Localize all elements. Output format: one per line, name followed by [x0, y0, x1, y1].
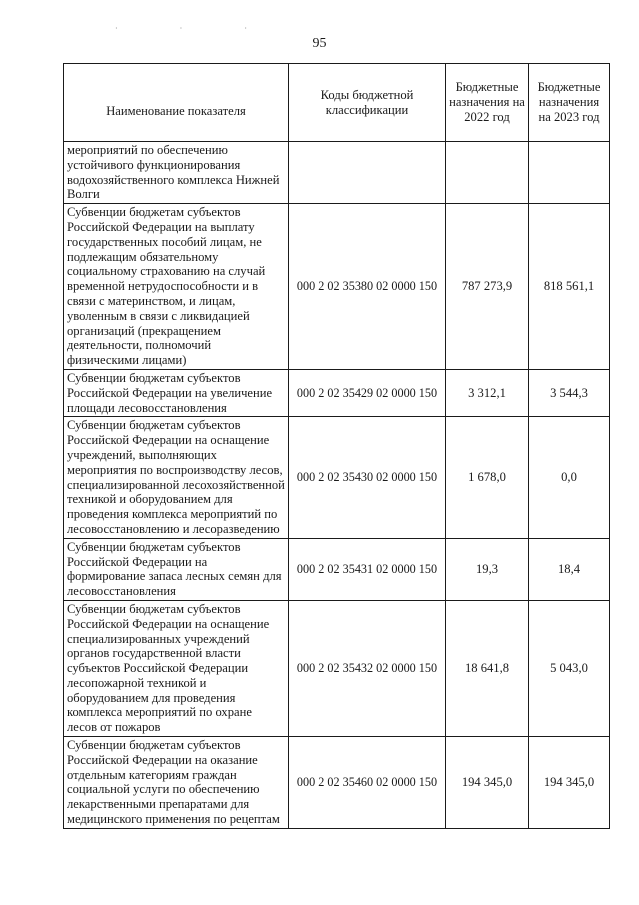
- row-2022: [446, 142, 529, 204]
- row-2022: 3 312,1: [446, 369, 529, 416]
- table-row: [64, 204, 610, 370]
- table-row: [64, 538, 610, 600]
- row-2022: 194 345,0: [446, 737, 529, 829]
- table-header-row: [64, 64, 610, 142]
- page-number: 95: [312, 36, 327, 51]
- row-code: 000 2 02 35380 02 0000 150: [289, 204, 446, 370]
- row-name: Субвенции бюджетам субъектов Российской Федерации на оснащение учреждений, выполняющих мероприятия по воспроизводству лесов, специализированной лесохозяйственной техникой и оборудованием для проведения комплекса мероприятий по лесовосстановлению и лесоразведению: [64, 417, 289, 538]
- row-2023: 0,0: [529, 417, 610, 538]
- table-row: [64, 737, 610, 829]
- row-2022: 19,3: [446, 538, 529, 600]
- row-name: Субвенции бюджетам субъектов Российской Федерации на выплату государственных пособий лицам, не подлежащим обязательному социальному страхованию на случай временной нетрудоспособности и в связи с материнством, и лицам, уволенным в связи с ликвидацией организаций (прекращением деятельности, полномочий физическими лицами): [64, 204, 289, 370]
- row-code: 000 2 02 35430 02 0000 150: [289, 417, 446, 538]
- row-2023: 18,4: [529, 538, 610, 600]
- header-2022: Бюджетные назначения на 2022 год: [446, 64, 529, 142]
- row-2023: 818 561,1: [529, 204, 610, 370]
- header-name: Наименование показателя: [64, 64, 289, 142]
- row-2023: [529, 142, 610, 204]
- row-name: Субвенции бюджетам субъектов Российской Федерации на оснащение специализированных учреждений органов государственной власти субъектов Российской Федерации лесопожарной техникой и оборудованием для проведения комплекса мероприятий по охране лесов от пожаров: [64, 600, 289, 736]
- row-2023: 3 544,3: [529, 369, 610, 416]
- row-name: мероприятий по обеспечению устойчивого функционирования водохозяйственного комплекса Нижней Волги: [64, 142, 289, 204]
- row-2023: 194 345,0: [529, 737, 610, 829]
- header-code: Коды бюджетной классификации: [289, 64, 446, 142]
- table-row: [64, 142, 610, 204]
- table-row: [64, 600, 610, 736]
- scan-specks: · · ·: [115, 24, 277, 33]
- row-code: [289, 142, 446, 204]
- row-2022: 18 641,8: [446, 600, 529, 736]
- budget-table: [63, 63, 610, 829]
- row-name: Субвенции бюджетам субъектов Российской Федерации на формирование запаса лесных семян для лесовосстановления: [64, 538, 289, 600]
- row-2022: 1 678,0: [446, 417, 529, 538]
- table-row: [64, 369, 610, 416]
- row-code: 000 2 02 35431 02 0000 150: [289, 538, 446, 600]
- header-2023: Бюджетные назначения на 2023 год: [529, 64, 610, 142]
- row-code: 000 2 02 35460 02 0000 150: [289, 737, 446, 829]
- table-row: [64, 417, 610, 538]
- row-name: Субвенции бюджетам субъектов Российской Федерации на увеличение площади лесовосстановления: [64, 369, 289, 416]
- row-2023: 5 043,0: [529, 600, 610, 736]
- row-2022: 787 273,9: [446, 204, 529, 370]
- row-code: 000 2 02 35429 02 0000 150: [289, 369, 446, 416]
- row-name: Субвенции бюджетам субъектов Российской Федерации на оказание отдельным категориям граждан социальной услуги по обеспечению лекарственными препаратами для медицинского применения по рецептам: [64, 737, 289, 829]
- row-code: 000 2 02 35432 02 0000 150: [289, 600, 446, 736]
